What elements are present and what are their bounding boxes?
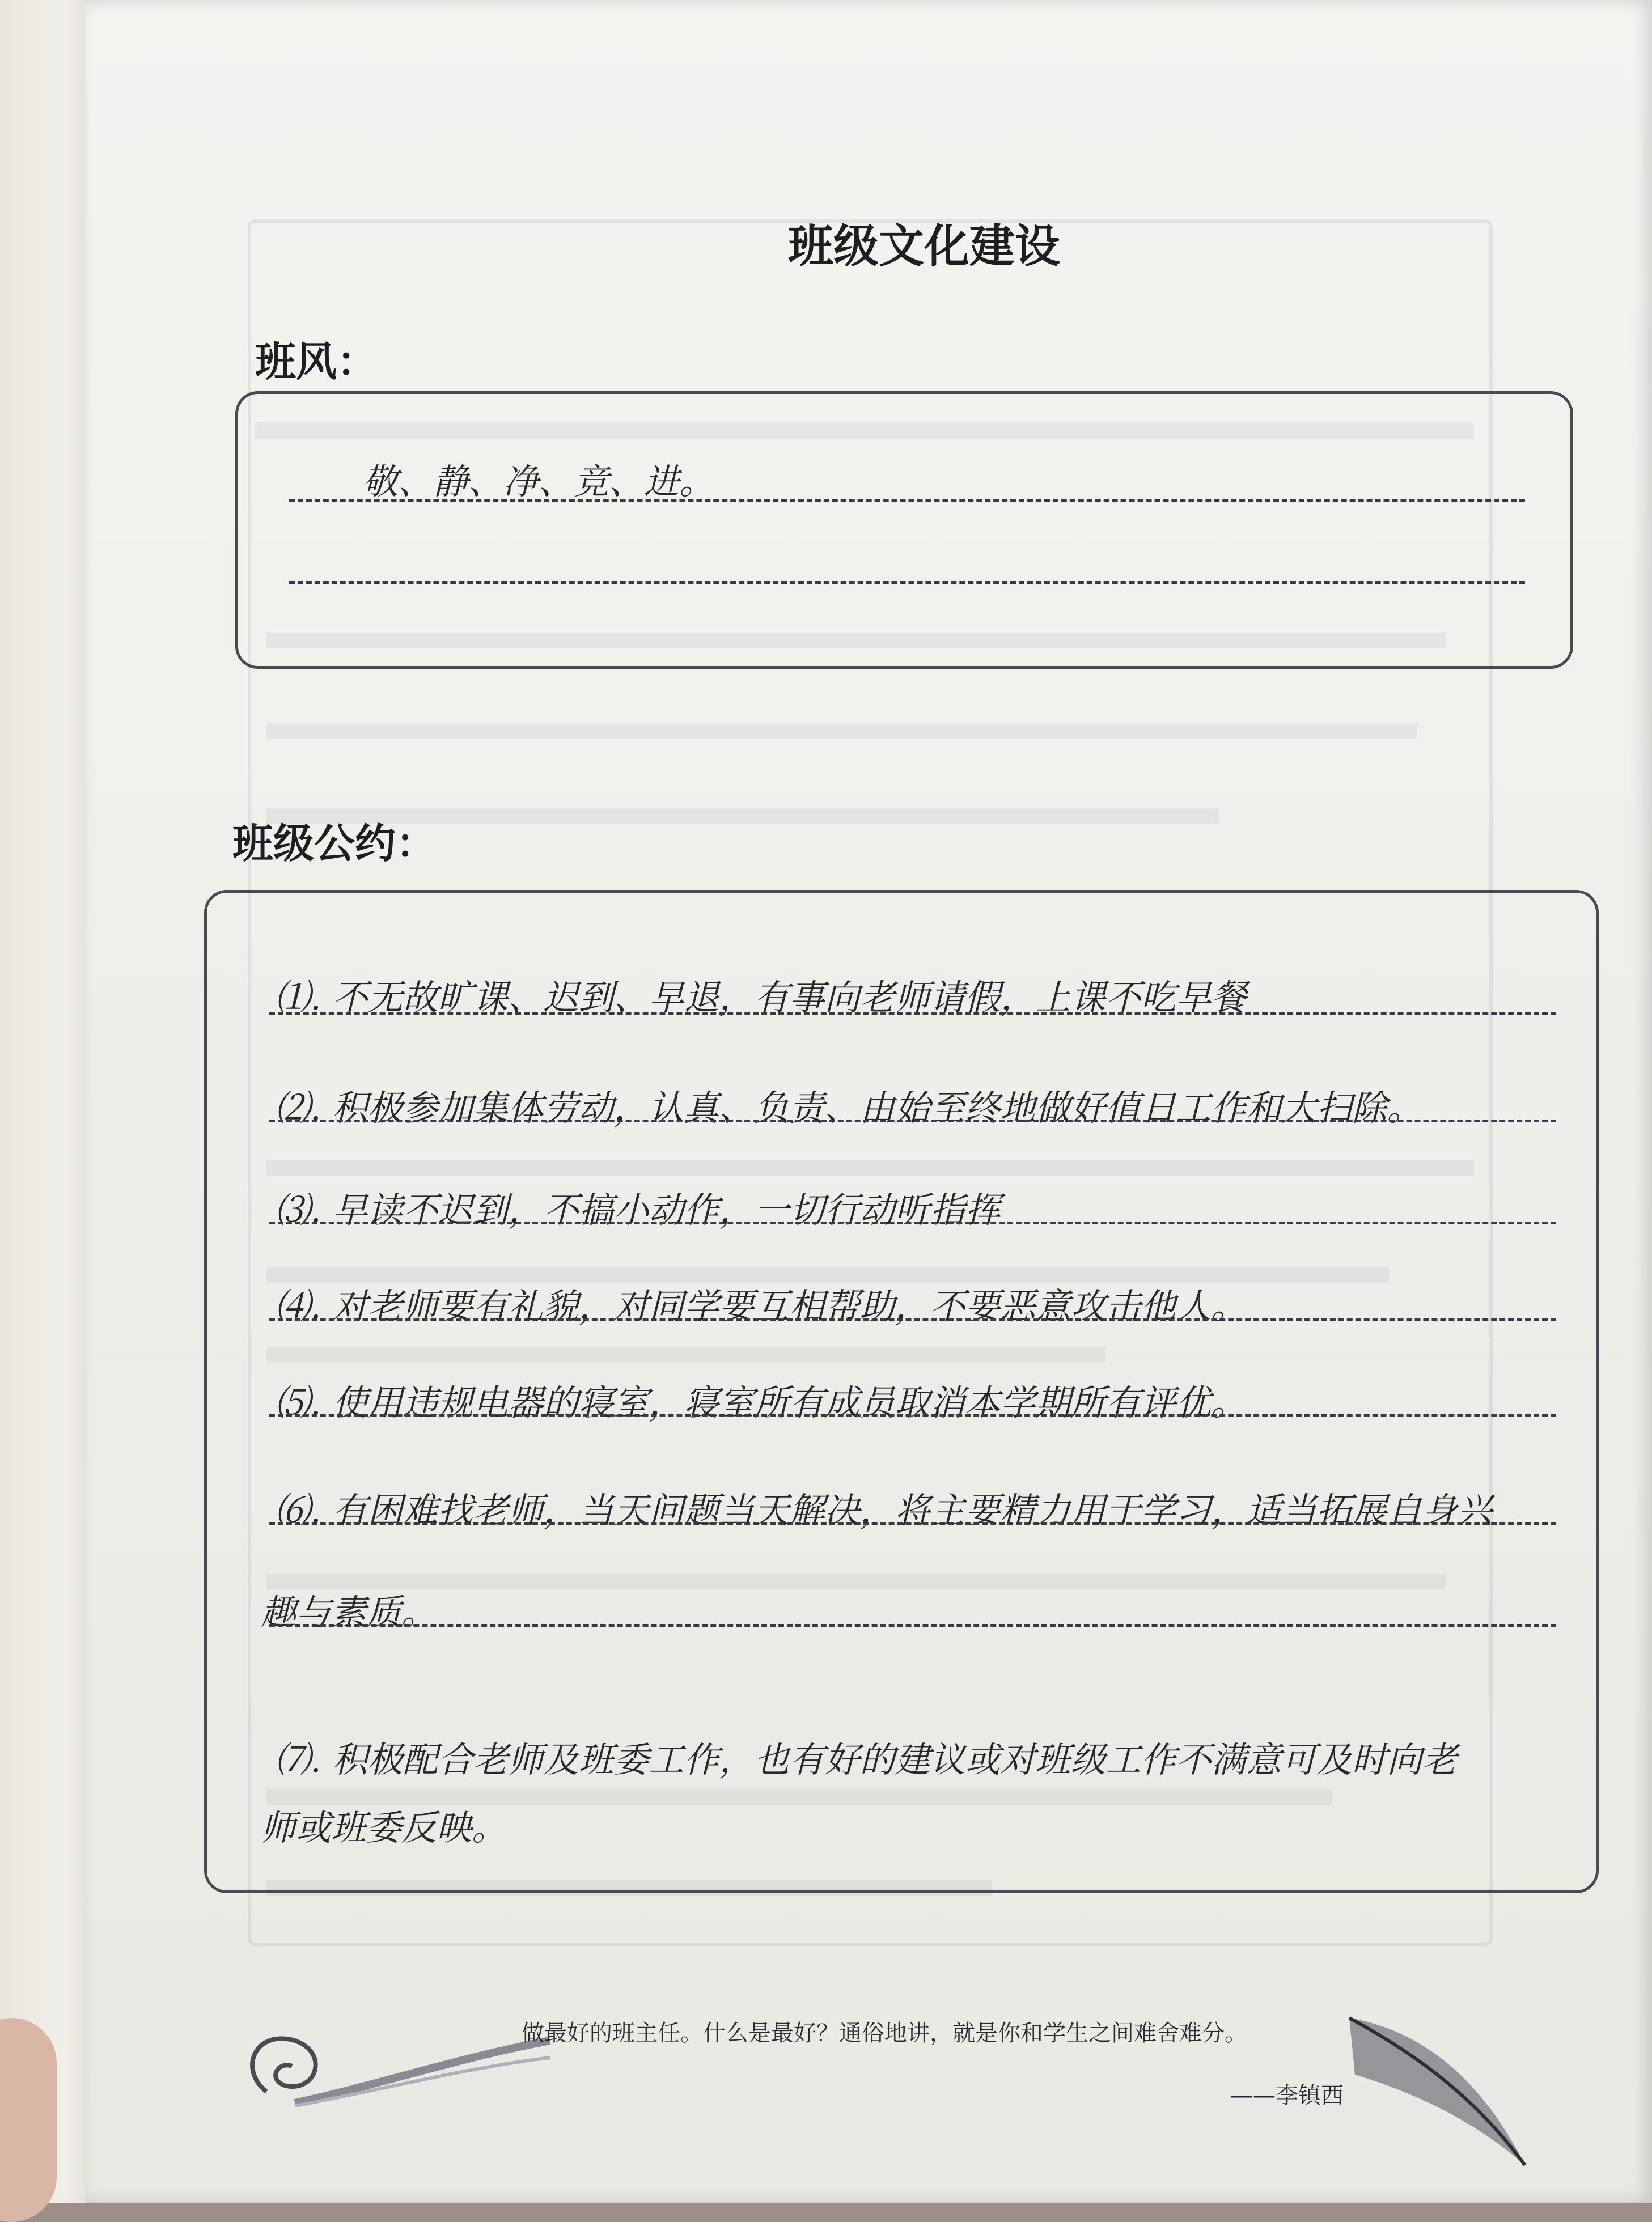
class-rules-box [204, 890, 1599, 1893]
rule-line: 趣与素质。 [261, 1592, 437, 1633]
rule-line: ⑺. 积极配合老师及班委工作，也有好的建议或对班级工作不满意可及时向老 [275, 1739, 1458, 1780]
rule-line: 师或班委反映。 [261, 1807, 507, 1848]
class-rules-heading: 班级公约： [232, 820, 437, 867]
class-style-box [235, 391, 1573, 669]
writing-line [269, 1624, 1556, 1627]
footer-author: ——李镇西 [1230, 2083, 1344, 2109]
writing-line [269, 1120, 1556, 1122]
rule-line: ⑶. 早读不迟到，不搞小动作，一切行动听指挥 [275, 1189, 1001, 1231]
writing-line [269, 1522, 1556, 1525]
rule-line: ⑸. 使用违规电器的寝室，寝室所有成员取消本学期所有评优。 [275, 1382, 1247, 1423]
notebook-page [85, 0, 1652, 2203]
writing-line [269, 1012, 1556, 1015]
writing-line [289, 581, 1525, 584]
rule-line: ⑹. 有困难找老师，当天问题当天解决，将主要精力用于学习，适当拓展自身兴 [275, 1490, 1493, 1531]
rule-line: ⑷. 对老师要有礼貌，对同学要互相帮助，不要恶意攻击他人。 [275, 1286, 1247, 1327]
page-title: 班级文化建设 [788, 220, 1060, 273]
writing-line [269, 1414, 1556, 1417]
thumb [0, 2018, 57, 2222]
rule-line: ⑵. 积极参加集体劳动，认真、负责、由始至终地做好值日工作和大扫除。 [275, 1087, 1422, 1129]
feather-quill-icon [1338, 2007, 1542, 2177]
writing-line [269, 1318, 1556, 1321]
class-style-line: 敬、静、净、竞、进。 [363, 461, 715, 502]
writing-line [269, 1222, 1556, 1224]
class-style-heading: 班风： [255, 338, 378, 385]
writing-line [289, 499, 1525, 502]
footer-quote: 做最好的班主任。什么是最好？通俗地讲，就是你和学生之间难舍难分。 [522, 2020, 1247, 2046]
rule-line: ⑴. 不无故旷课、迟到、早退，有事向老师请假，上课不吃早餐 [275, 977, 1247, 1018]
